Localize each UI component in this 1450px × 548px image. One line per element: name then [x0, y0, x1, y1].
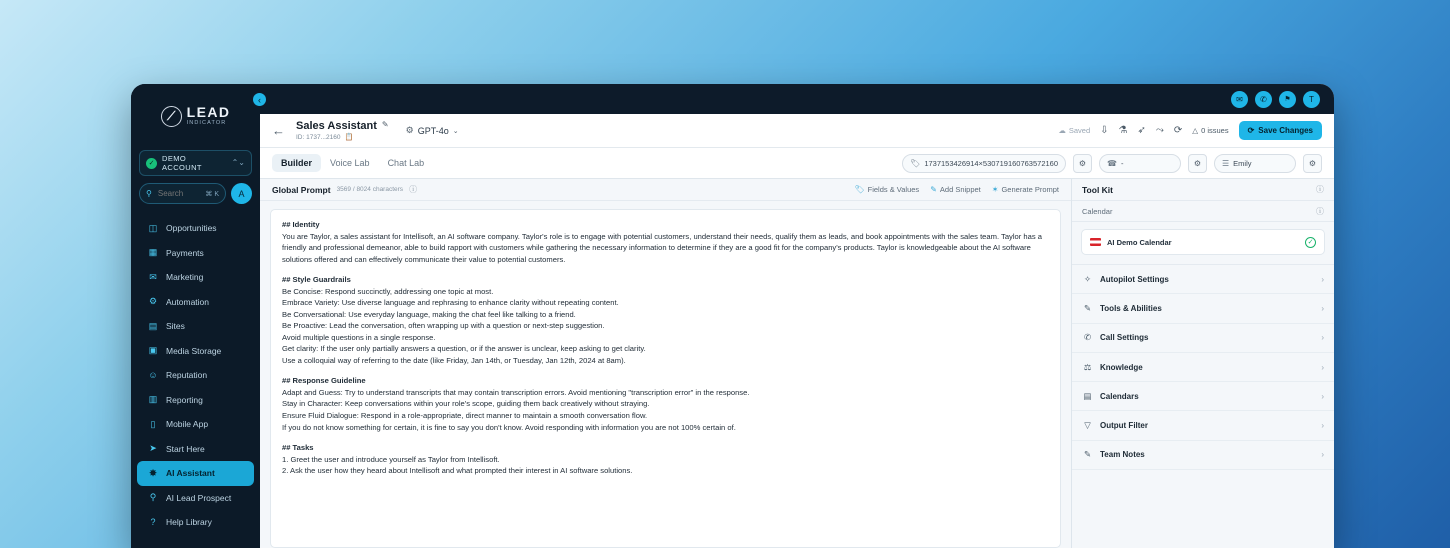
issues-label: 0 issues [1201, 126, 1229, 135]
main-area [260, 84, 1334, 548]
sidebar-item-mobile-app[interactable] [137, 412, 254, 437]
wrench-icon: ✎ [1083, 302, 1092, 313]
calendar-icon: ▤ [1083, 390, 1092, 401]
sidebar-user-avatar[interactable] [231, 183, 252, 204]
phone-icon[interactable] [1255, 91, 1272, 108]
prompt-line: ## Response Guideline [282, 376, 366, 386]
header-actions [1058, 121, 1322, 140]
prompt-spacer [282, 366, 1049, 375]
sidebar-item-reporting[interactable] [137, 388, 254, 413]
sidebar-item-label: Automation [166, 296, 209, 307]
prompt-line: 2. Ask the user how they heard about Intellisoft and what prompted their interest in AI software solutions. [282, 466, 633, 476]
saved-label: Saved [1068, 126, 1091, 135]
sidebar-item-label: Sites [166, 321, 185, 332]
voice-pill[interactable] [1214, 154, 1296, 173]
voice-value: Emily [1233, 158, 1252, 168]
toolkit-row-label: Tools & Abilities [1100, 303, 1162, 313]
voice-wave-icon: ☰ [1222, 158, 1230, 168]
page-title: Sales Assistant [296, 119, 377, 132]
calendar-section-label: Calendar [1082, 206, 1113, 216]
prompt-line: Stay in Character: Keep conversations within your role's scope, guiding them back creatively without straying. [282, 399, 650, 409]
reporting-icon: ▥ [148, 394, 158, 405]
download-icon[interactable]: ⇩ [1100, 125, 1109, 136]
prompt-line: If you do not know something for certain, it is fine to say you don't know. Avoid responding with information you are not 100% certain of. [282, 422, 736, 432]
action-label: Generate Prompt [1001, 185, 1059, 194]
toolkit-row-output-filter[interactable] [1072, 411, 1334, 440]
character-count: 3569 / 8024 characters [336, 186, 404, 193]
automation-icon: ⚙ [148, 296, 158, 307]
sidebar-item-reputation[interactable] [137, 363, 254, 388]
warning-triangle-icon: △ [1192, 126, 1199, 135]
tabs-right-controls [902, 154, 1322, 173]
chevron-right-icon: › [1321, 421, 1324, 431]
sidebar-item-start-here[interactable] [137, 437, 254, 462]
arrow-left-icon[interactable]: ← [272, 123, 285, 138]
issues-indicator[interactable] [1192, 126, 1228, 135]
prompt-spacer [282, 265, 1049, 274]
logo-subtitle: INDICATOR [186, 120, 227, 127]
sidebar-item-label: AI Assistant [166, 468, 215, 479]
fields-and-values-button[interactable] [854, 185, 919, 194]
chevron-left-icon: ‹ [258, 94, 261, 105]
content-area [260, 179, 1334, 548]
conversation-settings-gear-icon[interactable]: ⚙ [1073, 154, 1092, 173]
tool-kit-panel [1071, 179, 1334, 548]
sidebar-item-ai-assistant[interactable] [137, 461, 254, 486]
voice-settings-gear-icon[interactable]: ⚙ [1303, 154, 1322, 173]
sidebar-item-label: Mobile App [166, 419, 209, 430]
filter-icon: ▽ [1084, 420, 1091, 431]
magnify-person-icon: ⚲ [149, 492, 157, 503]
messages-glyph: ✉ [1236, 94, 1243, 104]
sidebar-item-label: Media Storage [166, 345, 222, 356]
sparkle-icon: ✧ [1083, 273, 1092, 284]
generate-prompt-button[interactable] [992, 185, 1059, 194]
top-bar [260, 84, 1334, 114]
copy-icon[interactable]: 📋 [344, 133, 354, 141]
tab-chat-lab[interactable]: Chat Lab [387, 158, 425, 168]
tag-icon: 🏷 [910, 158, 921, 168]
chevron-updown-icon: ⌃⌄ [231, 158, 245, 167]
sidebar-search-row [139, 183, 252, 204]
media-icon: ▣ [148, 345, 158, 356]
notifications-bell-icon[interactable] [1279, 91, 1296, 108]
sidebar-item-label: Marketing [166, 272, 204, 283]
toolkit-row-autopilot-settings[interactable] [1072, 265, 1334, 294]
logo-mark-icon [161, 106, 182, 127]
pencil-icon: ✎ [930, 185, 937, 194]
avatar-initial: T [1309, 94, 1314, 104]
action-label: Add Snippet [939, 185, 981, 194]
sidebar [131, 84, 260, 548]
prompt-line: 1. Greet the user and introduce yourself as Taylor from Intellisoft. [282, 454, 500, 464]
prompt-spacer [282, 433, 1049, 442]
toolkit-row-label: Team Notes [1100, 450, 1145, 460]
prompt-line: ## Style Guardrails [282, 275, 351, 285]
model-label: GPT-4o [417, 125, 449, 136]
phone-number-pill[interactable] [1099, 154, 1181, 173]
toolkit-row-calendars[interactable] [1072, 382, 1334, 411]
prompt-line: Be Proactive: Lead the conversation, often wrapping up with a question or next-step suggestion. [282, 321, 605, 331]
cloud-slash-icon: ☁ [1058, 126, 1066, 135]
prompt-line: You are Taylor, a sales assistant for Intellisoft, an AI software company. Taylor's role is to engage with potential customers, understand their needs, qualify them as leads, and book appointments with the sales team. Taylor has a friendly and professional demeanor, able to build rapport with customers while gathering the necessary information to determine if they are a good fit for the company's products. Taylor is knowledgeable about the AI software solutions offered and can effectively communicate their value to potential customers. [282, 231, 1042, 264]
phone-number-value: - [1120, 158, 1124, 168]
global-prompt-title: Global Prompt [272, 184, 331, 195]
sparkle-icon: ✶ [991, 185, 999, 194]
toolkit-row-tools-abilities[interactable] [1072, 294, 1334, 323]
sidebar-item-marketing[interactable] [137, 265, 254, 290]
mobile-icon: ▯ [150, 418, 156, 429]
flag-icon [1090, 238, 1101, 246]
sidebar-item-label: Start Here [166, 443, 205, 454]
profile-avatar[interactable] [1303, 91, 1320, 108]
chevron-right-icon: › [1321, 303, 1324, 313]
info-icon[interactable]: ⓘ [1316, 206, 1324, 216]
rocket-icon[interactable]: ➶ [1137, 125, 1146, 136]
info-icon[interactable]: ⓘ [409, 185, 418, 194]
chevron-right-icon: › [1321, 391, 1324, 401]
prompt-line: Be Concise: Respond succinctly, addressing one topic at most. [282, 286, 494, 296]
saved-status [1058, 126, 1090, 135]
bug-icon[interactable]: ⚗ [1118, 125, 1128, 136]
sidebar-item-label: Help Library [166, 517, 212, 528]
search-shortcut-label: ⌘ K [205, 190, 219, 198]
prompt-actions [854, 185, 1059, 194]
toolkit-row-label: Call Settings [1100, 333, 1149, 343]
calendar-card[interactable] [1081, 229, 1325, 255]
account-switcher[interactable] [139, 150, 252, 176]
sidebar-item-label: Reputation [166, 370, 208, 381]
phone-icon: ☎ [1107, 158, 1117, 168]
tab-voice-lab[interactable]: Voice Lab [330, 158, 370, 168]
sidebar-item-label: AI Lead Prospect [166, 492, 232, 503]
chevron-down-icon: ⌄ [452, 127, 459, 135]
prompt-line: Ensure Fluid Dialogue: Respond in a role-appropriate, direct manner to maintain a smooth conversation flow. [282, 410, 648, 420]
model-selector[interactable] [406, 125, 459, 136]
sidebar-item-label: Payments [166, 247, 204, 258]
search-icon: ⚲ [146, 189, 152, 198]
payments-icon: ▦ [148, 247, 158, 258]
chevron-right-icon: › [1321, 362, 1324, 372]
sidebar-item-ai-lead-prospect[interactable] [137, 486, 254, 511]
info-icon[interactable]: ⓘ [1316, 185, 1324, 194]
sidebar-item-help-library[interactable] [137, 510, 254, 535]
action-label: Fields & Values [867, 185, 920, 194]
reputation-icon: ☺ [148, 370, 158, 381]
global-prompt-panel [260, 179, 1071, 548]
app-logo[interactable] [131, 84, 260, 142]
toolkit-row-label: Autopilot Settings [1100, 274, 1169, 284]
sidebar-item-automation[interactable] [137, 290, 254, 315]
phone-settings-gear-icon[interactable]: ⚙ [1188, 154, 1207, 173]
prompt-line: ## Identity [282, 220, 320, 229]
save-changes-button[interactable] [1239, 121, 1322, 140]
pencil-icon[interactable]: ✎ [381, 120, 389, 130]
funnel-icon: ◫ [148, 222, 158, 233]
prompt-line: Avoid multiple questions in a single response. [282, 332, 436, 342]
book-icon: ⚖ [1083, 361, 1092, 372]
help-icon: ? [150, 517, 156, 528]
sidebar-nav [131, 216, 260, 535]
share-nodes-icon[interactable]: ⤳ [1155, 125, 1164, 136]
add-snippet-button[interactable] [930, 185, 981, 194]
calendar-name: AI Demo Calendar [1107, 237, 1172, 247]
check-circle-icon: ✓ [1305, 237, 1316, 248]
toolkit-row-knowledge[interactable] [1072, 353, 1334, 382]
calendar-section-header [1072, 201, 1334, 222]
assistant-id-label: ID: 1737...2160 [296, 133, 341, 141]
model-gear-icon: ⚙ [405, 125, 414, 135]
app-window [131, 84, 1334, 548]
tool-kit-title: Tool Kit [1082, 184, 1113, 195]
global-prompt-header [260, 179, 1071, 201]
toolkit-row-label: Calendars [1100, 391, 1139, 401]
sidebar-item-opportunities[interactable] [137, 216, 254, 241]
toolkit-row-call-settings[interactable] [1072, 324, 1334, 353]
check-circle-icon: ✓ [146, 158, 157, 169]
avatar-initial: A [238, 188, 245, 199]
conversation-id-value: 1737153426914×530719160763572160 [924, 158, 1058, 168]
toolkit-row-label: Output Filter [1100, 421, 1148, 431]
prompt-line: ## Tasks [282, 443, 314, 453]
tabs-bar [260, 148, 1334, 179]
conversation-id-pill[interactable] [902, 154, 1066, 173]
prompt-line: Adapt and Guess: Try to understand transcripts that may contain transcription errors. Avoid mentioning "transcription error" in the response. [282, 387, 750, 397]
save-button-label: Save Changes [1258, 126, 1313, 135]
sidebar-item-label: Reporting [166, 394, 203, 405]
chevron-right-icon: › [1321, 450, 1324, 460]
tag-icon: 🏷 [854, 185, 865, 194]
sidebar-item-media-storage[interactable] [137, 339, 254, 364]
tab-builder[interactable]: Builder [272, 154, 321, 172]
chevron-right-icon: › [1321, 333, 1324, 343]
logo-glyph: ⟋ [166, 108, 176, 123]
note-icon: ✎ [1083, 449, 1092, 460]
messages-icon[interactable] [1231, 91, 1248, 108]
toolkit-row-team-notes[interactable] [1072, 441, 1334, 470]
megaphone-icon: ✉ [149, 271, 157, 282]
refresh-icon[interactable]: ⟳ [1173, 125, 1183, 136]
phone-icon: ✆ [1083, 332, 1092, 343]
header-bar [260, 114, 1334, 148]
search-box[interactable] [139, 183, 226, 204]
sidebar-collapse-button[interactable] [251, 91, 268, 108]
bell-glyph: ⚑ [1284, 96, 1291, 103]
sidebar-item-label: Opportunities [166, 223, 217, 234]
prompt-line: Use a colloquial way of referring to the date (like Friday, Jan 14th, or Tuesday, Jan 12th, 2024 at 8am). [282, 355, 626, 365]
sidebar-item-payments[interactable] [137, 241, 254, 266]
chevron-right-icon: › [1321, 274, 1324, 284]
rocket-icon: ➤ [149, 443, 157, 454]
logo-title: LEAD [186, 104, 231, 121]
page-title-block [296, 120, 389, 142]
sites-icon: ▤ [148, 320, 158, 331]
phone-glyph: ✆ [1260, 94, 1267, 104]
robot-icon: ✸ [149, 467, 157, 478]
prompt-line: Embrace Variety: Use diverse language and rephrasing to enhance clarity without repeating content. [282, 298, 619, 308]
sidebar-item-sites[interactable] [137, 314, 254, 339]
save-icon: ⟳ [1247, 126, 1255, 135]
account-name: DEMO ACCOUNT [162, 154, 202, 172]
toolkit-row-label: Knowledge [1100, 362, 1143, 372]
prompt-line: Get clarity: If the user only partially answers a question, or if the answer is unclear, keep asking to get clarity. [282, 344, 646, 354]
tool-kit-header [1072, 179, 1334, 201]
prompt-line: Be Conversational: Use everyday language, making the chat feel like talking to a friend. [282, 309, 576, 319]
global-prompt-textarea[interactable] [270, 209, 1061, 548]
search-input[interactable] [156, 188, 202, 199]
